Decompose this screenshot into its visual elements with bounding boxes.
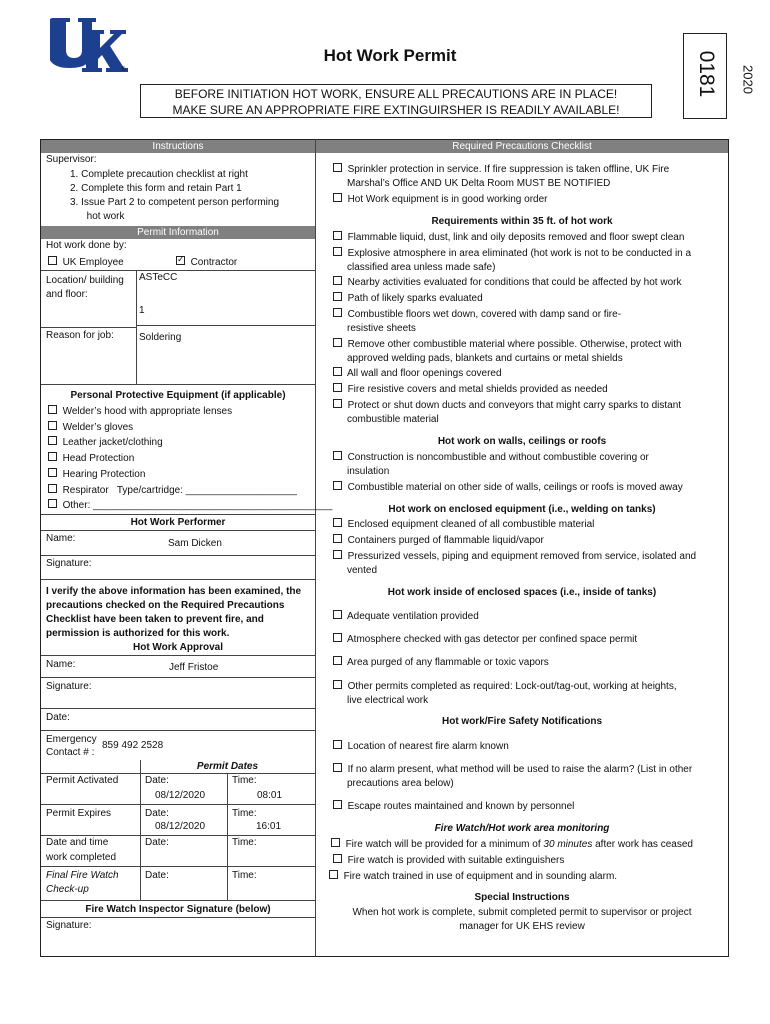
checklist-item-label: Fire watch is provided with suitable extinguishers [347,855,565,866]
divider [41,917,315,918]
checkbox[interactable] [333,163,342,172]
checklist-item[interactable] [333,854,564,868]
checklist-item-label: Flammable liquid, dust, link and oily deposits removed and floor swept clean [347,232,685,243]
checklist-item-continuation: classified area unless made safe) [347,262,496,273]
ppe-item-label: Hearing Protection [62,469,146,480]
permit-info-header: Permit Information [41,226,315,239]
emergency-label: Emergency [46,734,97,745]
checklist-item[interactable] [333,193,547,207]
ppe-item[interactable] [48,452,134,466]
checklist-item-label: Nearby activities evaluated for conditions that could be affected by hot work [347,277,682,288]
checklist-item-label: Enclosed equipment cleaned of all combustible material [347,519,595,530]
checkbox[interactable] [48,421,57,430]
checklist-header: Required Precautions Checklist [316,140,728,153]
checklist-item-label: Hot Work equipment is in good working order [347,194,548,205]
time-label: Time: [232,808,257,819]
approval-name-label: Name: [46,659,76,670]
checklist-item[interactable] [333,680,677,694]
checkbox[interactable] [333,451,342,460]
checklist-item[interactable] [333,451,649,465]
ppe-item[interactable] [48,484,297,498]
expires-time-field[interactable]: 16:01 [256,821,282,832]
divider [41,900,315,901]
checklist-item[interactable] [329,870,617,884]
checkbox[interactable] [333,763,342,772]
checkbox[interactable] [333,481,342,490]
reason-field[interactable]: Soldering [139,332,182,343]
checkbox[interactable] [333,367,342,376]
instruction-step: 1. Complete precaution checklist at right [70,169,248,180]
check-mark-icon: ✓ [177,254,185,264]
checklist-item-continuation: vented [347,565,378,576]
uk-employee-checkbox[interactable] [48,256,57,265]
checkbox[interactable] [329,870,338,879]
checklist-item[interactable] [333,231,684,245]
uk-logo [50,14,130,74]
inspector-header: Fire Watch Inspector Signature (below) [85,904,271,915]
approval-name-field[interactable]: Jeff Fristoe [169,662,219,673]
checklist-item-label: Sprinkler protection in service. If fire suppression is taken offline, UK Fire [347,164,670,175]
checklist-item-label: Construction is noncombustible and without combustible covering or [347,452,649,463]
location-field[interactable]: ASTeCC [139,272,178,283]
divider [41,804,315,805]
time-label: Time: [232,837,257,848]
checklist-item[interactable] [333,367,502,381]
floor-field[interactable]: 1 [139,305,145,316]
ppe-item[interactable] [48,499,332,513]
divider [41,514,315,515]
checklist-item[interactable] [333,550,696,564]
divider [41,530,315,531]
activated-time-field[interactable]: 08:01 [257,790,283,801]
checklist-item[interactable] [333,763,692,777]
reason-label: Reason for job: [46,330,114,341]
checkbox[interactable] [333,308,342,317]
checklist-item-emphasis: 30 minutes [543,839,593,850]
date-label: Date: [145,870,169,881]
permit-number: 0181 [695,50,718,98]
checkbox[interactable] [333,292,342,301]
permit-dates-header: Permit Dates [196,761,259,772]
ppe-item-label: Other: ___________________________________________ [62,500,333,511]
checklist-item-label: Combustible material on other side of walls, ceilings or roofs is moved away [347,482,683,493]
divider [136,325,315,326]
checklist-item-continuation: resistive sheets [347,323,416,334]
ppe-item[interactable] [48,436,163,450]
checkbox[interactable] [333,656,342,665]
checklist-item-label: Escape routes maintained and known by personnel [347,801,575,812]
permit-year: 2020 [740,65,756,94]
performer-signature-label: Signature: [46,558,92,569]
checklist-section-title: Hot work on walls, ceilings or roofs [437,436,607,447]
final-watch-label: Final Fire Watch [46,870,119,881]
checklist-section-title: Hot work on enclosed equipment (i.e., welding on tanks) [388,504,656,515]
checklist-item-label: Protect or shut down ducts and conveyors that might carry sparks to distant [347,400,682,411]
performer-name-field[interactable]: Sam Dicken [168,538,222,549]
contractor-label: Contractor [190,257,238,268]
ppe-item[interactable] [48,405,232,419]
checklist-item[interactable] [333,399,681,413]
checklist-item-label: Location of nearest fire alarm known [347,741,509,752]
checkbox[interactable] [48,484,57,493]
instruction-step: hot work [70,211,125,222]
activated-label: Permit Activated [46,775,119,786]
checklist-item-label: Containers purged of flammable liquid/vapor [347,535,544,546]
done-by-label: Hot work done by: [46,240,127,251]
divider [41,730,315,731]
checkbox[interactable] [333,399,342,408]
checklist-item[interactable] [333,633,637,647]
completed-label: Date and time [46,837,109,848]
performer-name-label: Name: [46,533,76,544]
checklist-section-title: Special Instructions [474,892,570,903]
checklist-section-title: When hot work is complete, submit completed permit to supervisor or project [352,907,692,918]
warning-line-2: MAKE SURE AN APPROPRIATE FIRE EXTINGUIRSHER IS READILY AVAILABLE! [172,103,620,117]
date-label: Date: [145,775,169,786]
checklist-item-label: Combustible floors wet down, covered with damp sand or fire- [347,309,622,320]
approval-header: Hot Work Approval [132,642,223,653]
checklist-item-continuation: live electrical work [347,695,429,706]
checkbox[interactable] [333,231,342,240]
checklist-item[interactable] [333,534,544,548]
contact-label: Contact # : [46,747,95,758]
final-watch-label: Check-up [46,884,89,895]
expires-date-field[interactable]: 08/12/2020 [155,821,206,832]
checklist-item[interactable] [333,518,594,532]
ppe-item[interactable] [48,468,145,482]
ppe-item-label: Head Protection [62,453,135,464]
checklist-item-label: Remove other combustible material where possible. Otherwise, protect with [347,339,682,350]
checklist-item-label: Atmosphere checked with gas detector per confined space permit [347,634,638,645]
checkbox[interactable] [333,534,342,543]
uk-employee-option[interactable] [48,256,124,270]
divider [41,677,315,678]
uk-employee-label: UK Employee [62,257,124,268]
checklist-item[interactable] [333,292,483,306]
checklist-item-label: Other permits completed as required: Lock-out/tag-out, working at heights, [347,681,677,692]
checklist-item-label: Explosive atmosphere in area eliminated (hot work is not to be conducted in a [347,248,692,259]
checkbox[interactable] [333,800,342,809]
divider [140,760,141,900]
verification-statement: permission is authorized for this work. [46,628,230,639]
performer-header: Hot Work Performer [130,517,226,528]
checklist-item-continuation: insulation [347,466,390,477]
checklist-item[interactable] [333,481,683,495]
checkbox[interactable] [48,405,57,414]
completed-label: work completed [46,852,117,863]
divider [227,773,228,900]
checklist-item[interactable] [333,610,479,624]
checkbox[interactable] [333,193,342,202]
checkbox[interactable] [333,680,342,689]
supervisor-label: Supervisor: [46,154,97,165]
expires-label: Permit Expires [46,808,112,819]
checkbox[interactable] [333,338,342,347]
checkbox[interactable] [333,276,342,285]
verification-statement: precautions checked on the Required Precautions [46,600,285,611]
ppe-item-label: Respirator Type/cartridge: ____________________ [62,485,297,496]
divider [41,866,315,867]
checklist-item-continuation: combustible material [347,414,439,425]
checklist-item[interactable] [333,800,574,814]
checklist-item-label: Adequate ventilation provided [347,611,479,622]
divider [41,384,315,385]
checklist-item[interactable] [331,838,693,852]
contractor-option[interactable] [176,256,237,270]
instruction-step: 3. Issue Part 2 to competent person performing [70,197,279,208]
logo-trademark: ® [121,67,126,73]
checklist-item[interactable] [333,247,691,261]
verification-statement: Checklist have been taken to prevent fire, and [46,614,264,625]
warning-banner [140,84,652,118]
checkbox[interactable] [48,436,57,445]
checkbox[interactable] [48,468,57,477]
checklist-section-title: Hot work inside of enclosed spaces (i.e., inside of tanks) [387,587,657,598]
checkbox[interactable] [333,854,342,863]
checkbox[interactable] [333,383,342,392]
checklist-item-label: Fire watch will be provided for a minimum of [345,839,541,850]
divider [41,655,315,656]
verification-statement: I verify the above information has been examined, the [46,586,302,597]
emergency-contact-field[interactable]: 859 492 2528 [102,740,164,751]
location-label: Location/ building [46,275,124,286]
checklist-item-continuation: approved welding pads, blankets and curtains or metal shields [347,353,623,364]
checkbox[interactable] [333,518,342,527]
checklist-item-continuation: precautions area below) [347,778,454,789]
time-label: Time: [232,775,257,786]
approval-signature-label: Signature: [46,681,92,692]
ppe-item-label: Welder’s hood with appropriate lenses [62,406,233,417]
date-label: Date: [145,837,169,848]
checklist-item[interactable] [333,383,608,397]
instruction-step: 2. Complete this form and retain Part 1 [70,183,242,194]
ppe-item-label: Leather jacket/clothing [62,437,163,448]
checkbox[interactable] [333,247,342,256]
divider [41,270,315,271]
checklist-item-label: after work has ceased [595,839,693,850]
checkbox[interactable] [48,499,57,508]
checkbox[interactable] [333,633,342,642]
checklist-item[interactable] [333,740,509,754]
inspector-signature-label: Signature: [46,920,92,931]
ppe-item[interactable] [48,421,133,435]
divider [41,708,315,709]
checklist-section-title: Fire Watch/Hot work area monitoring [434,823,610,834]
approval-date-label: Date: [46,712,70,723]
checklist-item-label: Fire watch trained in use of equipment and in sounding alarm. [343,871,618,882]
checkbox[interactable] [331,838,340,847]
checklist-item-label: Path of likely sparks evaluated [347,293,483,304]
checklist-item-label: Area purged of any flammable or toxic vapors [347,657,549,668]
checkbox[interactable] [333,740,342,749]
checklist-section-title: manager for UK EHS review [459,921,585,932]
page-title: Hot Work Permit [323,46,457,65]
checklist-item-label: If no alarm present, what method will be used to raise the alarm? (List in other [347,764,693,775]
checklist-section-title: Hot work/Fire Safety Notifications [441,716,603,727]
checkbox[interactable] [48,452,57,461]
divider [41,327,136,328]
ppe-header: Personal Protective Equipment (if applicable) [70,390,286,401]
checklist-section-title: Requirements within 35 ft. of hot work [431,216,613,227]
checklist-item[interactable] [333,308,621,322]
warning-line-1: BEFORE INITIATION HOT WORK, ENSURE ALL PRECAUTIONS ARE IN PLACE! [174,87,618,101]
checklist-item-label: Pressurized vessels, piping and equipment removed from service, isolated and [347,551,697,562]
floor-label: and floor: [46,289,88,300]
contractor-checkbox[interactable] [176,256,185,265]
checklist-item-label: All wall and floor openings covered [347,368,502,379]
activated-date-field[interactable]: 08/12/2020 [155,790,206,801]
checkbox[interactable] [333,610,342,619]
date-label: Date: [145,808,169,819]
checkbox[interactable] [333,550,342,559]
checklist-item[interactable] [333,276,681,290]
divider [136,270,137,384]
time-label: Time: [232,870,257,881]
checklist-item-continuation: Marshal’s Office AND UK Delta Room MUST BE NOTIFIED [347,178,611,189]
checklist-item-label: Fire resistive covers and metal shields provided as needed [347,384,608,395]
divider [41,555,315,556]
instructions-header: Instructions [41,140,315,153]
checklist-item[interactable] [333,163,669,177]
divider [41,579,315,580]
ppe-item-label: Welder’s gloves [62,422,134,433]
checklist-item[interactable] [333,338,682,352]
checklist-item[interactable] [333,656,549,670]
